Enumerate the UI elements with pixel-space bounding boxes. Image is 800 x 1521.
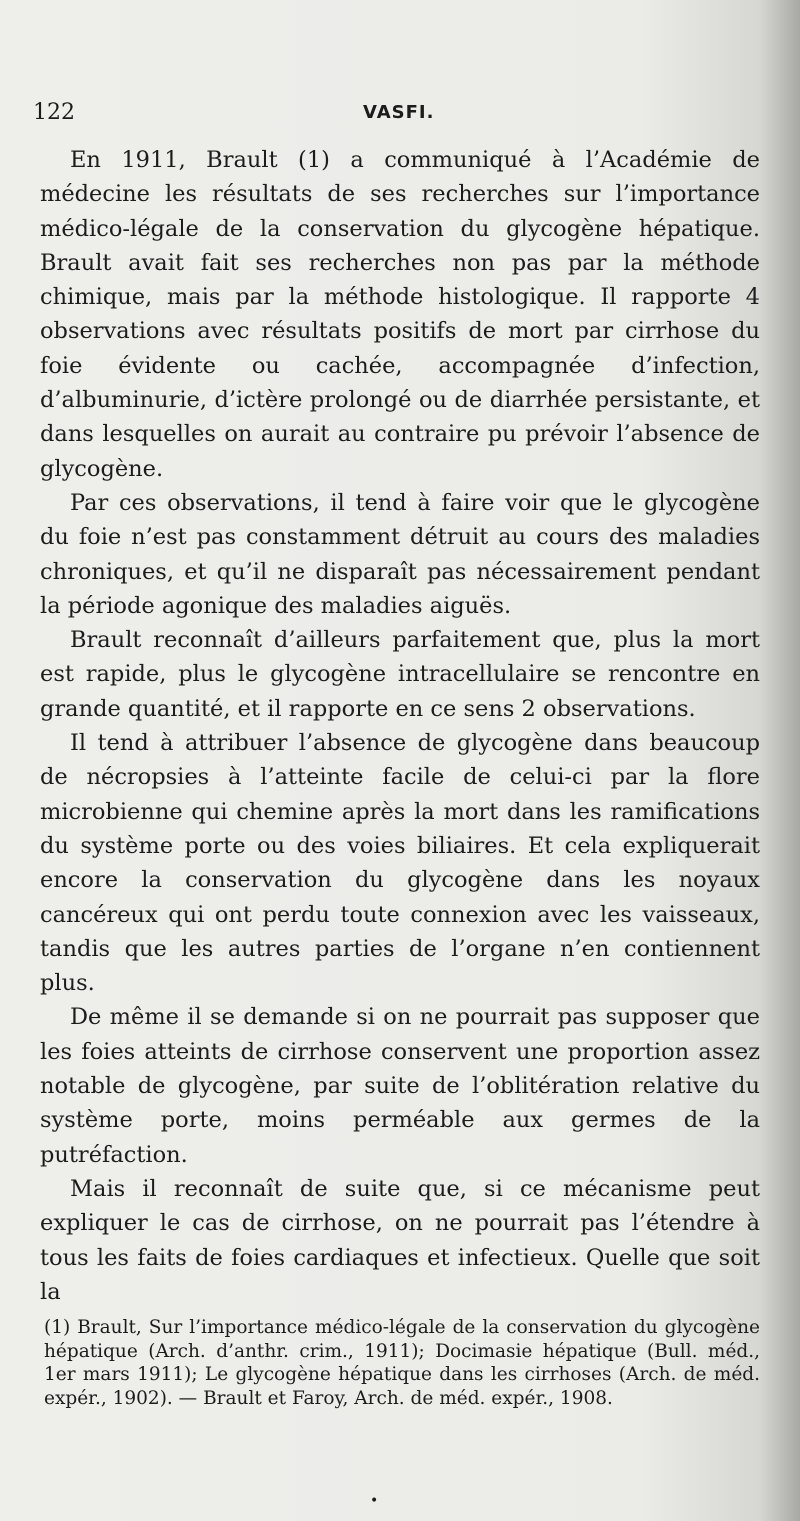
paragraph-4: Il tend à attribuer l’absence de glycogène dans beaucoup de nécropsies à l’atteinte facile de celui-ci par la flore microbienne qui chemine après la mort dans les ramifications du système porte ou des voies biliaires. Et cela expliquerait encore la conservation du glycogène dans les noyaux cancéreux qui ont perdu toute connexion avec les vaisseaux, tandis que les autres parties de l’organe n’en contiennent plus. bbox=[40, 730, 760, 997]
page-number: 122 bbox=[33, 100, 75, 125]
paragraph-2: Par ces observations, il tend à faire voir que le glycogène du foie n’est pas constamment détruit au cours des maladies chroniques, et qu’il ne disparaît pas nécessairement pendant la période agonique des maladies aiguës. bbox=[40, 489, 760, 619]
running-head: VASFI. bbox=[363, 102, 435, 123]
footnote-1: (1) Brault, Sur l’importance médico-légale de la conservation du glycogène hépatique (Arch. d’anthr. crim., 1911); Docimasie hépatique (Bull. méd., 1er mars 1911); Le glycogène hépatique dans les cirrhoses (Arch. de méd. expér., 1902). — Brault et Faroy, Arch. de méd. expér., 1908. bbox=[44, 1317, 760, 1409]
page-header bbox=[33, 100, 753, 130]
body-text bbox=[40, 143, 760, 1309]
paragraph-5: De même il se demande si on ne pourrait pas supposer que les foies atteints de cirrhose conservent une proportion assez notable de glycogène, par suite de l’oblitération relative du système porte, moins perméable aux germes de la putréfaction. bbox=[40, 1004, 760, 1168]
bottom-mark: • bbox=[370, 1493, 379, 1509]
paragraph-3: Brault reconnaît d’ailleurs parfaitement que, plus la mort est rapide, plus le glycogène intracellulaire se rencontre en grande quantité, et il rapporte en ce sens 2 observations. bbox=[40, 627, 760, 722]
paragraph-6: Mais il reconnaît de suite que, si ce mécanisme peut expliquer le cas de cirrhose, on ne pourrait pas l’étendre à tous les faits de foies cardiaques et infectieux. Quelle que soit la bbox=[40, 1175, 760, 1305]
paragraph-1: En 1911, Brault (1) a communiqué à l’Académie de médecine les résultats de ses recherches sur l’importance médico-légale de la conservation du glycogène hépatique. Brault avait fait ses recherches non pas par la méthode chimique, mais par la méthode histologique. Il rapporte 4 observations avec résultats positifs de mort par cirrhose du foie évidente ou cachée, accompagnée d’infection, d’albuminurie, d’ictère prolongé ou de diarrhée persistante, et dans lesquelles on aurait au contraire pu prévoir l’absence de glycogène. bbox=[40, 147, 760, 482]
footnotes bbox=[44, 1316, 760, 1410]
